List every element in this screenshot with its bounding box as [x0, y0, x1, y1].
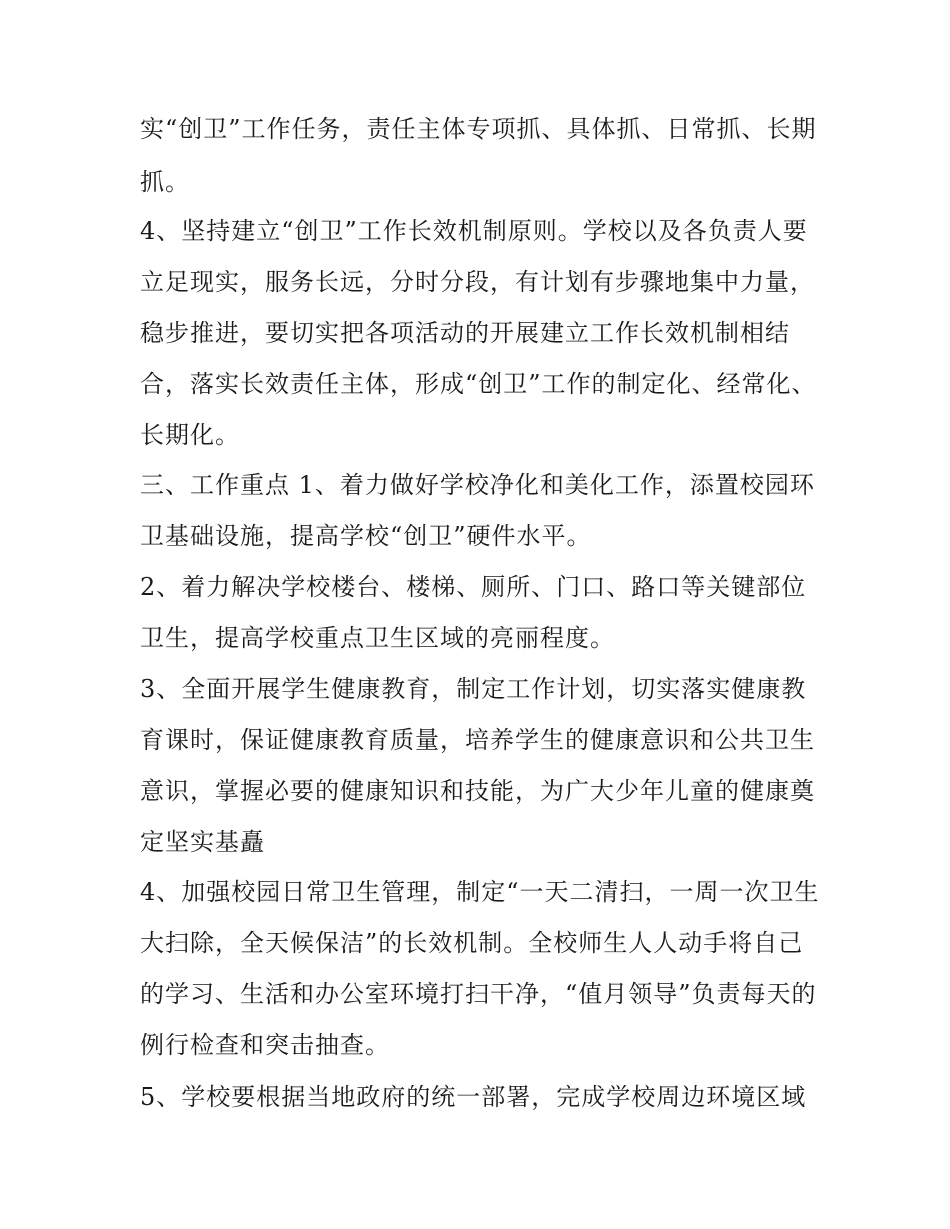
text-line: 的学习、生活和办公室环境打扫干净，“值月领导”负责每天的 — [140, 980, 817, 1008]
text-line: 抓。 — [140, 168, 190, 196]
text-line: 5、学校要根据当地政府的统一部署，完成学校周边环境区域 — [140, 1083, 807, 1111]
text-line: 意识，掌握必要的健康知识和技能，为广大少年儿童的健康奠 — [140, 777, 815, 805]
text-line: 4、坚持建立“创卫”工作长效机制原则。学校以及各负责人要 — [140, 217, 808, 245]
text-line: 立足现实，服务长远，分时分段，有计划有步骤地集中力量， — [140, 268, 815, 296]
text-line: 稳步推进，要切实把各项活动的开展建立工作长效机制相结 — [140, 319, 790, 347]
text-line: 实“创卫”工作任务，责任主体专项抓、具体抓、日常抓、长期 — [140, 115, 817, 143]
text-line: 合，落实长效责任主体，形成“创卫”工作的制定化、经常化、 — [140, 370, 817, 398]
text-line: 卫生，提高学校重点卫生区域的亮丽程度。 — [140, 624, 615, 652]
text-line: 卫基础设施，提高学校“创卫”硬件水平。 — [140, 522, 592, 550]
text-line: 三、工作重点 1、着力做好学校净化和美化工作，添置校园环 — [140, 471, 815, 499]
text-line: 例行检查和突击抽查。 — [140, 1031, 390, 1059]
text-line: 育课时，保证健康教育质量，培养学生的健康意识和公共卫生 — [140, 726, 815, 754]
text-line: 长期化。 — [140, 421, 240, 449]
text-line: 大扫除，全天候保洁”的长效机制。全校师生人人动手将自己 — [140, 929, 804, 957]
text-line: 定坚实基矗 — [140, 828, 265, 856]
text-line: 4、加强校园日常卫生管理，制定“一天二清扫，一周一次卫生 — [140, 878, 820, 906]
text-line: 3、全面开展学生健康教育，制定工作计划，切实落实健康教 — [140, 675, 807, 703]
text-line: 2、着力解决学校楼台、楼梯、厕所、门口、路口等关键部位 — [140, 573, 807, 601]
